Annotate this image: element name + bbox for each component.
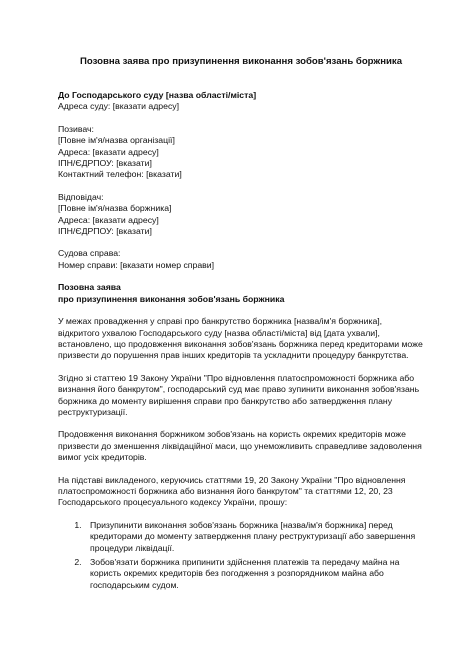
request-item-2: 2. Зобов'язати боржника припинити здійснення платежів та передачу майна на користь окремих кредиторів без погодження з розпорядником майна або господарським судом. xyxy=(84,557,424,591)
defendant-heading: Відповідач: xyxy=(58,191,104,202)
plaintiff-name: [Повне ім'я/назва організації] xyxy=(58,135,175,146)
plaintiff-phone: Контактний телефон: [вказати] xyxy=(58,169,182,180)
plaintiff-block xyxy=(58,124,424,181)
defendant-tax-id: ІПН/ЄДРПОУ: [вказати] xyxy=(58,226,152,237)
paragraph-3: Продовження виконання боржником зобов'язань на користь окремих кредиторів може призвести до зменшення ліквідаційної маси, що унеможливить справедливе задоволення вимог усіх кредиторів. xyxy=(58,429,422,463)
paragraph-1: У межах провадження у справі про банкрутство боржника [назва/ім'я боржника], відкритого ухвалою Господарського суду [назва області/міста] від [дата ухвали], встановлено, що продовження виконання зобов'язань боржника перед кредиторами може призвести до порушення прав інших кредиторів та ускладнити процедуру банкрутства. xyxy=(58,316,423,361)
claim-heading-line2: про призупинення виконання зобов'язань боржника xyxy=(58,293,285,304)
paragraph-2: Згідно зі статтею 19 Закону України "Про відновлення платоспроможності боржника або визнання його банкрутом", господарський суд має право зупинити виконання зобов'язань боржника до моменту вирішення справи про банкрутство або затвердження плану реструктуризації. xyxy=(58,372,420,417)
plaintiff-tax-id: ІПН/ЄДРПОУ: [вказати] xyxy=(58,158,152,169)
plaintiff-heading: Позивач: xyxy=(58,123,94,134)
defendant-address: Адреса: [вказати адресу] xyxy=(58,214,159,225)
paragraph-4: На підставі викладеного, керуючись статтями 19, 20 Закону України "Про відновлення платоспроможності боржника або визнання його банкрутом" та статтями 12, 20, 23 Господарського процесуального кодексу України, прошу: xyxy=(58,474,406,508)
defendant-name: [Повне ім'я/назва боржника] xyxy=(58,203,172,214)
case-number: Номер справи: [вказати номер справи] xyxy=(58,259,215,270)
court-name: До Господарського суду [назва області/міста] xyxy=(58,90,257,100)
claim-heading-line1: Позовна заява xyxy=(58,282,121,293)
case-heading: Судова справа: xyxy=(58,248,121,259)
case-block xyxy=(58,248,424,271)
requests-list xyxy=(58,520,424,591)
court-address: Адреса суду: [вказати адресу] xyxy=(58,101,180,112)
request-item-1: 1. Призупинити виконання зобов'язань боржника [назва/ім'я боржника] перед кредиторами до моменту затвердження плану реструктуризації або завершення процедури ліквідації. xyxy=(84,520,424,554)
plaintiff-address: Адреса: [вказати адресу] xyxy=(58,146,159,157)
document-title: Позовна заява про призупинення виконання зобов'язань боржника xyxy=(79,56,403,67)
defendant-block xyxy=(58,192,424,238)
court-block xyxy=(58,90,424,113)
claim-heading xyxy=(58,282,424,305)
